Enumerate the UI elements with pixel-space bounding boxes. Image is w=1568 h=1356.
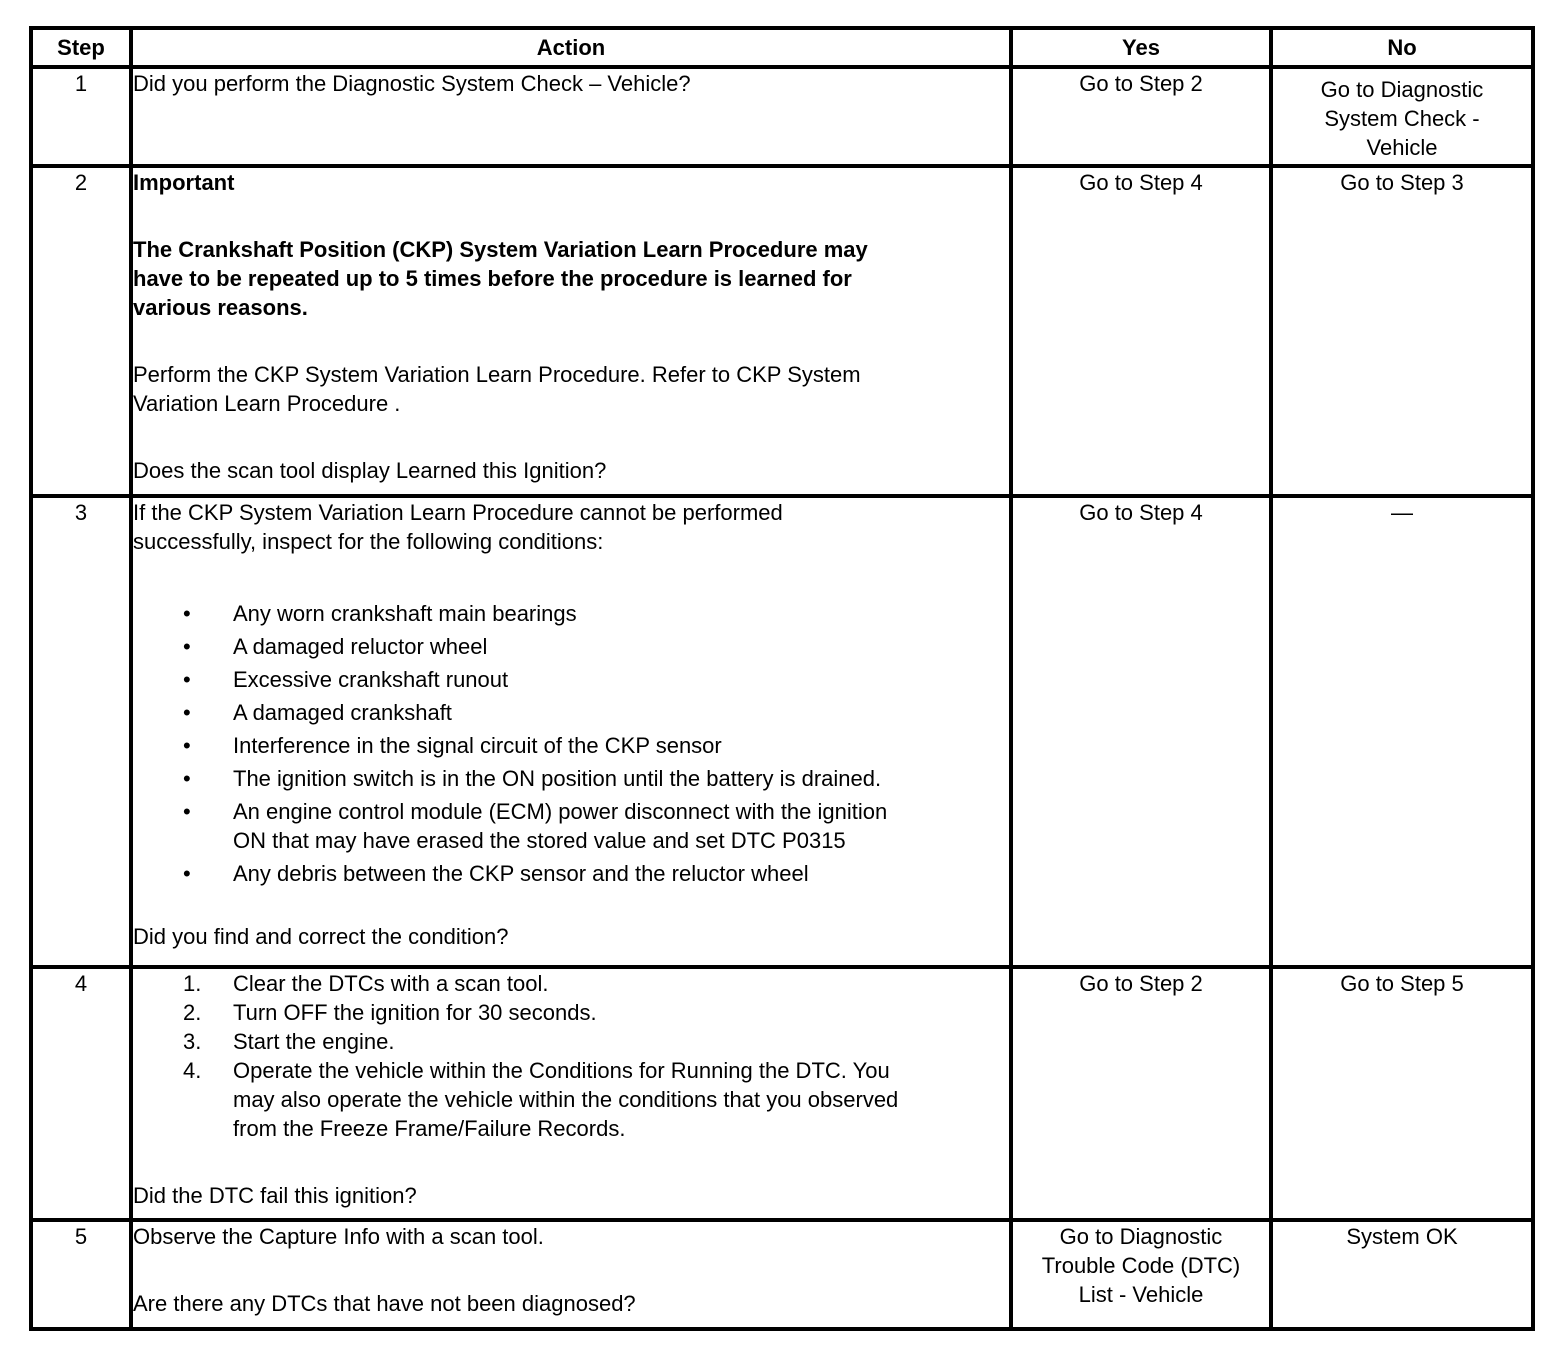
list-item-text: Start the engine. (233, 1029, 395, 1054)
important-title: Important (133, 170, 235, 195)
yes-result: Go to Step 4 (1079, 170, 1203, 195)
important-note (133, 235, 1009, 322)
list-item-text: ON that may have erased the stored value and set DTC P0315 (233, 828, 846, 853)
no-cell (1271, 166, 1533, 496)
list-item-text: Clear the DTCs with a scan tool. (233, 971, 549, 996)
table-row (31, 1220, 1533, 1329)
list-number: 4. (183, 1058, 202, 1083)
list-item (133, 969, 1009, 998)
intro-text (133, 498, 1009, 556)
bullet-icon: • (183, 601, 191, 626)
no-result: Go to Step 3 (1340, 170, 1464, 195)
bullet-icon: • (183, 634, 191, 659)
intro-line: successfully, inspect for the following conditions: (133, 529, 604, 554)
list-item (133, 632, 1009, 661)
list-number: 2. (183, 1000, 202, 1025)
important-line: have to be repeated up to 5 times before the procedure is learned for (133, 266, 852, 291)
diagnostic-table (29, 26, 1535, 1331)
list-item (133, 665, 1009, 694)
bullet-icon: • (183, 799, 191, 824)
important-line: The Crankshaft Position (CKP) System Variation Learn Procedure may (133, 237, 868, 262)
yes-cell (1011, 166, 1271, 496)
header-step: Step (31, 28, 131, 67)
list-item (133, 1027, 1009, 1056)
bullet-icon: • (183, 733, 191, 758)
action-question: Did the DTC fail this ignition? (133, 1183, 417, 1208)
list-number: 3. (183, 1029, 202, 1054)
procedure-list (133, 969, 1009, 1143)
conditions-list (133, 599, 1009, 888)
bullet-icon: • (183, 861, 191, 886)
list-item-text: A damaged reluctor wheel (233, 634, 488, 659)
yes-cell (1011, 496, 1271, 967)
yes-cell (1011, 967, 1271, 1220)
action-question: Did you perform the Diagnostic System Check – Vehicle? (133, 71, 691, 96)
action-cell (131, 496, 1011, 967)
instruction-line: Variation Learn Procedure . (133, 391, 401, 416)
yes-result-line: Trouble Code (DTC) (1041, 1253, 1241, 1278)
yes-result-line: Go to Diagnostic (1059, 1224, 1223, 1249)
no-result: System OK (1346, 1224, 1458, 1249)
action-cell (131, 67, 1011, 166)
action-cell (131, 967, 1011, 1220)
table-row (31, 496, 1533, 967)
list-item-text: A damaged crankshaft (233, 700, 452, 725)
table-row (31, 166, 1533, 496)
list-item (133, 764, 1009, 793)
list-item (133, 698, 1009, 727)
list-item-text: Interference in the signal circuit of the CKP sensor (233, 733, 722, 758)
yes-cell (1011, 67, 1271, 166)
list-item (133, 797, 1009, 855)
step-number: 4 (31, 967, 131, 1220)
yes-result-line: List - Vehicle (1078, 1282, 1204, 1307)
no-result: Go to Step 5 (1340, 971, 1464, 996)
instruction-line: Perform the CKP System Variation Learn Procedure. Refer to CKP System (133, 362, 861, 387)
list-item-text: An engine control module (ECM) power disconnect with the ignition (233, 799, 888, 824)
no-cell (1271, 967, 1533, 1220)
yes-result: Go to Step 2 (1079, 71, 1203, 96)
list-item-text: Operate the vehicle within the Conditions for Running the DTC. You (233, 1058, 890, 1083)
no-cell (1271, 67, 1533, 166)
no-result-line: Vehicle (1366, 135, 1438, 160)
important-line: various reasons. (133, 295, 308, 320)
table-row (31, 67, 1533, 166)
list-item-text: The ignition switch is in the ON position until the battery is drained. (233, 766, 882, 791)
action-cell (131, 1220, 1011, 1329)
list-item-text: may also operate the vehicle within the conditions that you observed (233, 1087, 899, 1112)
header-yes: Yes (1011, 28, 1271, 67)
list-number: 1. (183, 971, 202, 996)
step-number: 1 (31, 67, 131, 166)
bullet-icon: • (183, 700, 191, 725)
no-cell (1271, 496, 1533, 967)
list-item-text: from the Freeze Frame/Failure Records. (233, 1116, 626, 1141)
instruction-text (133, 360, 1009, 418)
step-number: 5 (31, 1220, 131, 1329)
list-item-text: Turn OFF the ignition for 30 seconds. (233, 1000, 597, 1025)
no-cell (1271, 1220, 1533, 1329)
no-result-line: Go to Diagnostic (1320, 77, 1484, 102)
list-item-text: Excessive crankshaft runout (233, 667, 509, 692)
list-item-text: Any worn crankshaft main bearings (233, 601, 577, 626)
list-item (133, 859, 1009, 888)
yes-cell (1011, 1220, 1271, 1329)
table-row (31, 967, 1533, 1220)
bullet-icon: • (183, 766, 191, 791)
header-no: No (1271, 28, 1533, 67)
no-result-line: System Check - (1324, 106, 1480, 131)
action-cell (131, 166, 1011, 496)
list-item (133, 731, 1009, 760)
list-item (133, 1056, 1009, 1143)
step-number: 3 (31, 496, 131, 967)
header-action: Action (131, 28, 1011, 67)
step-number: 2 (31, 166, 131, 496)
instruction-text: Observe the Capture Info with a scan tool. (133, 1224, 544, 1249)
header-row (31, 28, 1533, 67)
action-question: Does the scan tool display Learned this Ignition? (133, 458, 607, 483)
yes-result: Go to Step 4 (1079, 500, 1203, 525)
list-item-text: Any debris between the CKP sensor and the reluctor wheel (233, 861, 809, 886)
no-result: — (1391, 500, 1413, 525)
intro-line: If the CKP System Variation Learn Procedure cannot be performed (133, 500, 783, 525)
list-item (133, 599, 1009, 628)
bullet-icon: • (183, 667, 191, 692)
action-question: Did you find and correct the condition? (133, 924, 509, 949)
yes-result: Go to Step 2 (1079, 971, 1203, 996)
action-question: Are there any DTCs that have not been diagnosed? (133, 1291, 636, 1316)
list-item (133, 998, 1009, 1027)
